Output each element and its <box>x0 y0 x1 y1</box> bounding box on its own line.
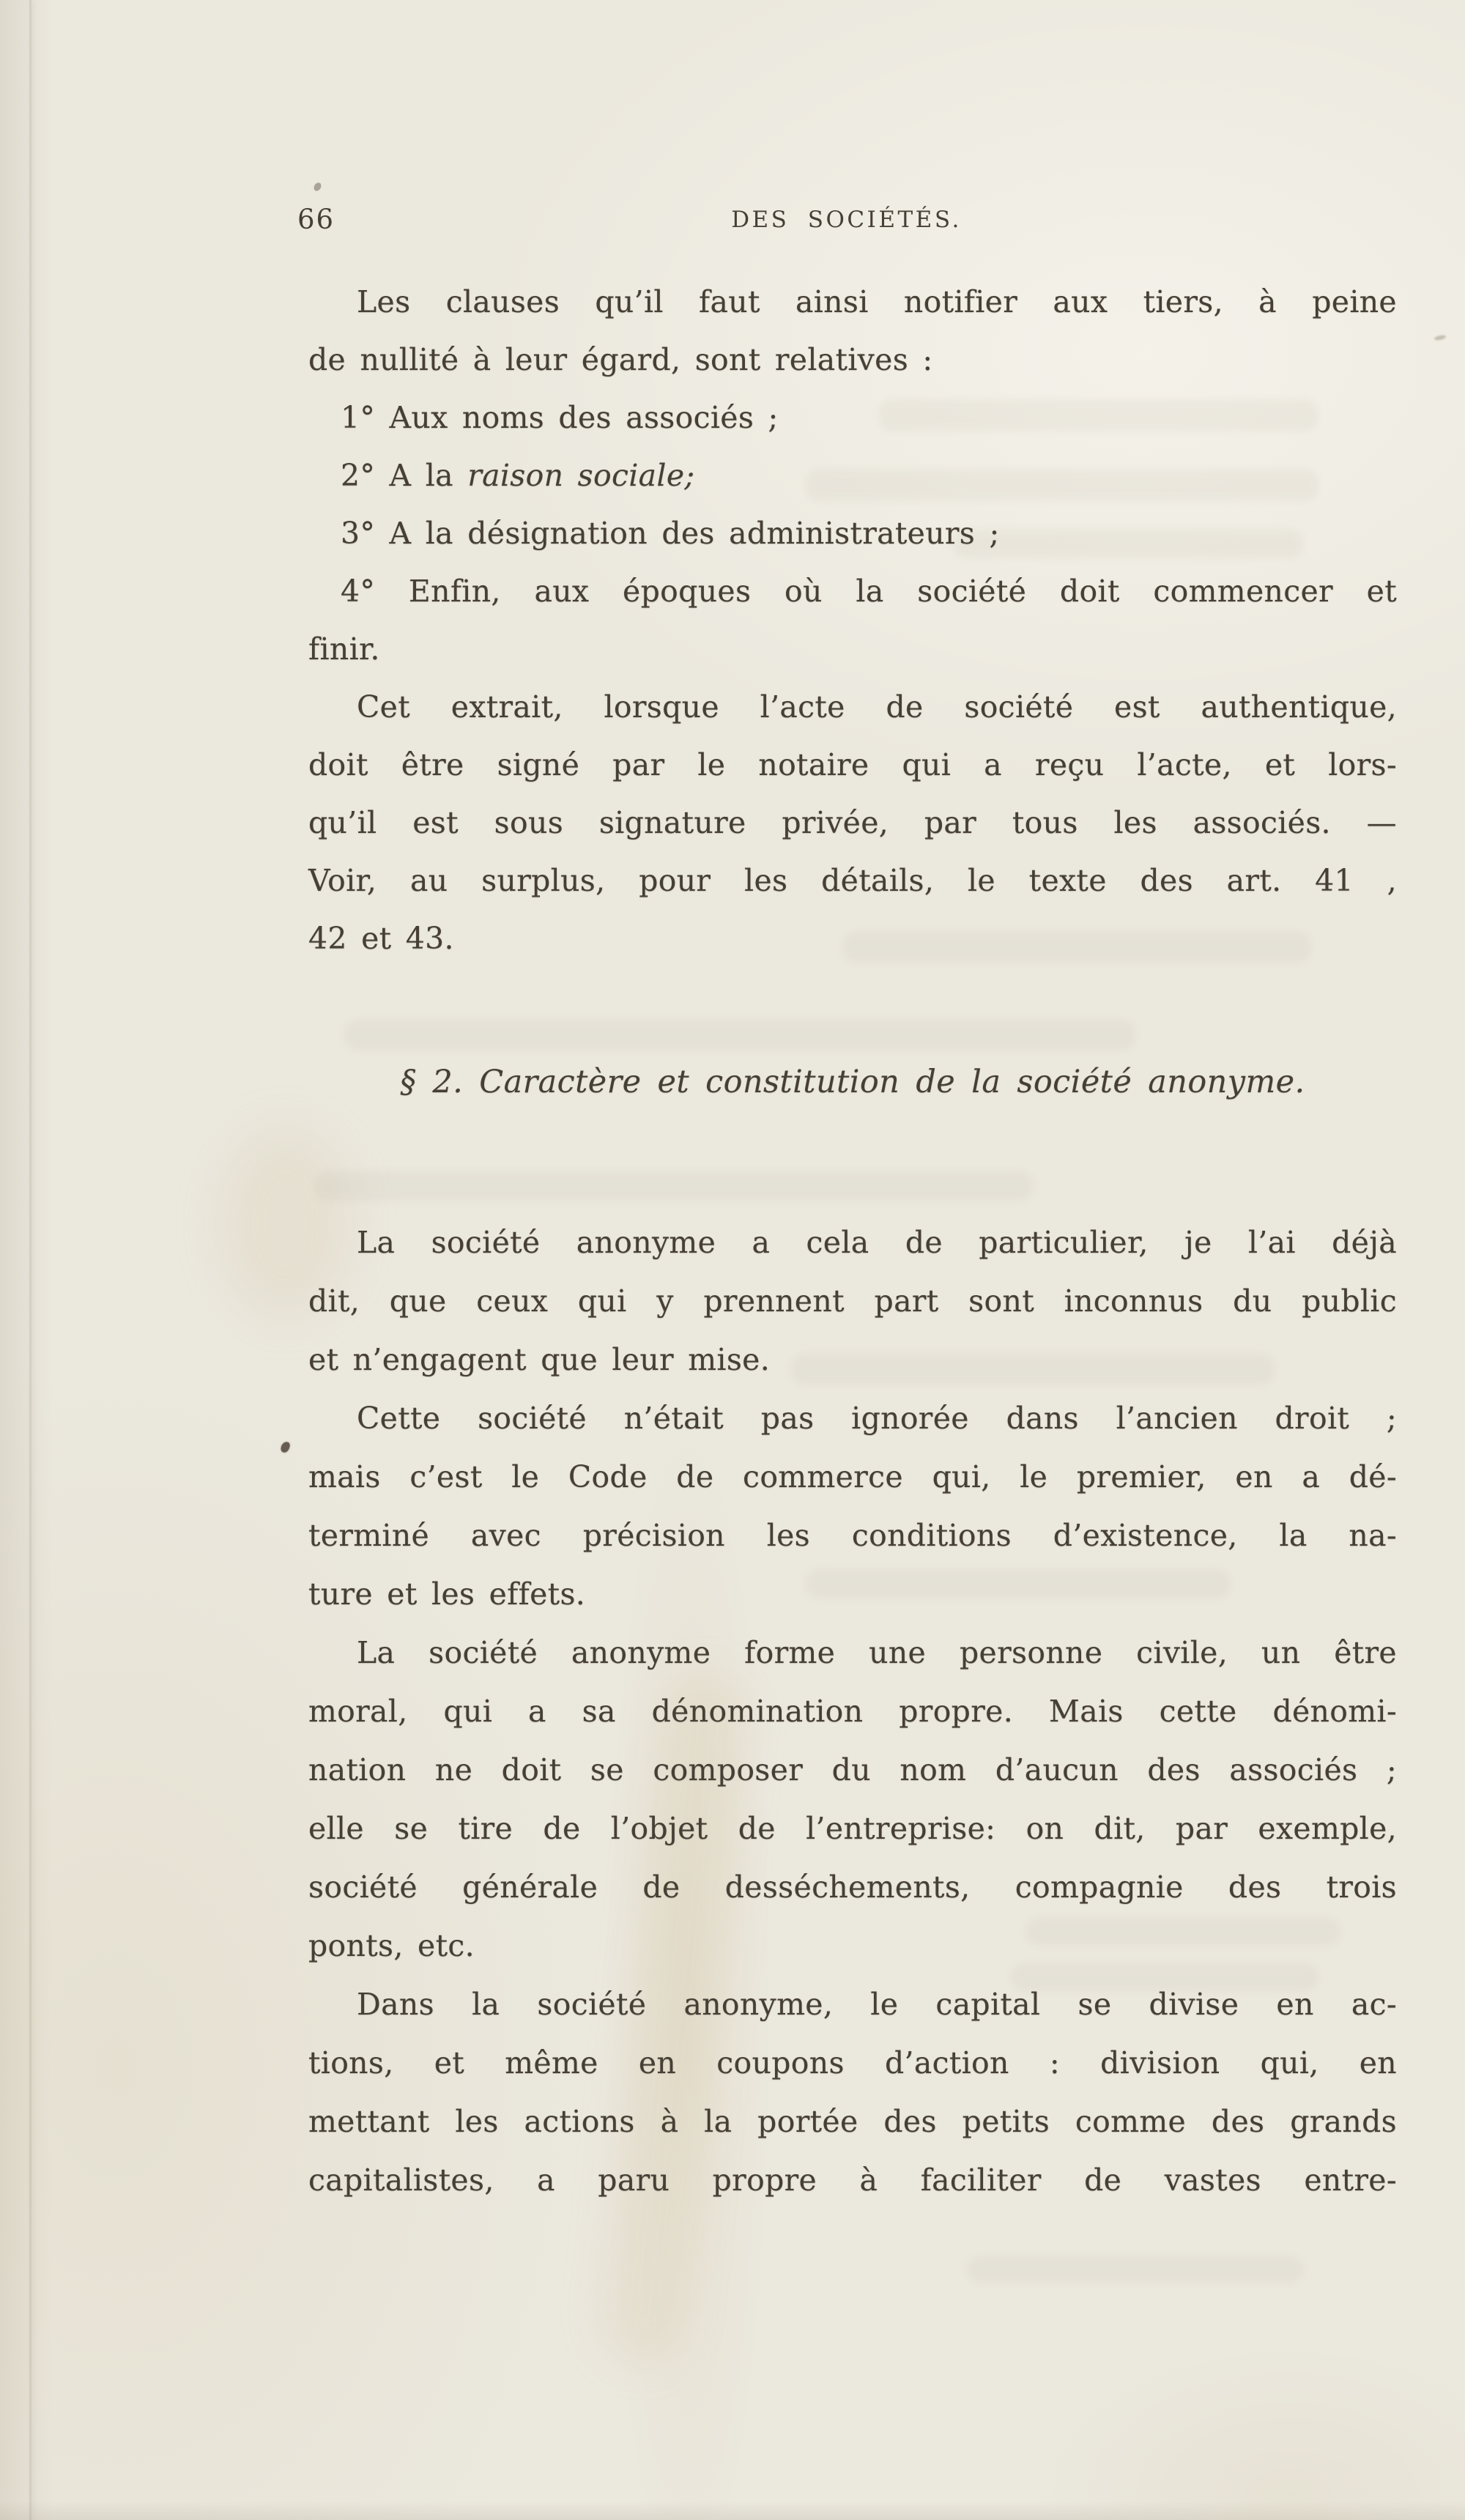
page-number: 66 <box>297 204 335 235</box>
text-line <box>308 910 1397 968</box>
paper-speck <box>1434 334 1447 341</box>
text-segment: La société anonyme forme une personne civile, un être <box>357 1635 1397 1670</box>
text-segment: 42 et 43. <box>308 921 454 956</box>
text-segment: 1° Aux noms des associés ; <box>341 400 779 435</box>
text-segment: La société anonyme a cela de particulier, je l’ai déjà <box>357 1225 1397 1260</box>
text-line <box>308 1858 1397 1916</box>
text-segment: mais c’est le Code de commerce qui, le premier, en a dé- <box>308 1459 1397 1494</box>
text-segment: qu’il est sous signature privée, par tous les associés. — <box>308 805 1397 840</box>
text-line <box>308 1330 1397 1389</box>
text-block-upper <box>308 273 1397 968</box>
text-segment: et n’engagent que leur mise. <box>308 1342 771 1377</box>
text-line <box>308 2151 1397 2209</box>
text-line <box>308 1506 1397 1565</box>
section-heading: § 2. Caractère et constitution de la société anonyme. <box>400 1064 1305 1100</box>
ink-spot <box>280 1441 291 1454</box>
text-line <box>308 331 1397 389</box>
text-line <box>308 736 1397 794</box>
text-line <box>308 1272 1397 1330</box>
text-line <box>308 505 1397 563</box>
text-line <box>308 852 1397 910</box>
page-gutter-fold-line <box>29 0 31 2520</box>
text-line <box>308 1565 1397 1623</box>
paper-speck <box>313 182 323 193</box>
text-segment: société générale de desséchements, compagnie des trois <box>308 1869 1397 1905</box>
text-segment: mettant les actions à la portée des petits comme des grands <box>308 2104 1397 2139</box>
running-title: DES SOCIÉTÉS. <box>731 207 962 233</box>
text-segment: 4° Enfin, aux époques où la société doit commencer et <box>341 574 1397 609</box>
text-line <box>308 1975 1397 2034</box>
show-through-smudge <box>967 2256 1304 2283</box>
text-segment: finir. <box>308 631 380 667</box>
italic-text-segment: raison sociale; <box>467 458 695 493</box>
text-segment: ture et les effets. <box>308 1576 586 1612</box>
text-line <box>308 620 1397 678</box>
text-segment: ponts, etc. <box>308 1928 475 1963</box>
text-line <box>308 447 1397 505</box>
text-segment: Dans la société anonyme, le capital se divise en ac- <box>357 1987 1397 2022</box>
text-line <box>308 1682 1397 1741</box>
text-segment: moral, qui a sa dénomination propre. Mais cette dénomi- <box>308 1694 1397 1729</box>
text-segment: capitalistes, a paru propre à faciliter de vastes entre- <box>308 2163 1397 2198</box>
text-line <box>308 678 1397 736</box>
text-line <box>308 1916 1397 1975</box>
text-segment: 2° A la <box>341 458 468 493</box>
text-segment: Cette société n’était pas ignorée dans l’ancien droit ; <box>357 1401 1397 1436</box>
text-line <box>308 2092 1397 2151</box>
text-segment: dit, que ceux qui y prennent part sont inconnus du public <box>308 1283 1397 1319</box>
show-through-smudge <box>344 1020 1135 1050</box>
show-through-smudge <box>315 1171 1033 1201</box>
text-line <box>308 1741 1397 1799</box>
text-segment: terminé avec précision les conditions d’existence, la na- <box>308 1518 1397 1553</box>
text-line <box>308 1623 1397 1682</box>
text-line <box>308 1389 1397 1448</box>
text-segment: doit être signé par le notaire qui a reçu l’acte, et lors- <box>308 747 1397 782</box>
text-line <box>308 794 1397 852</box>
text-segment: Cet extrait, lorsque l’acte de société est authentique, <box>357 689 1397 724</box>
text-segment: tions, et même en coupons d’action : division qui, en <box>308 2045 1397 2080</box>
page-header <box>296 199 1397 251</box>
text-line <box>308 1448 1397 1506</box>
text-segment: de nullité à leur égard, sont relatives : <box>308 342 933 377</box>
text-line <box>308 1799 1397 1858</box>
text-line <box>308 273 1397 331</box>
text-segment: Les clauses qu’il faut ainsi notifier aux tiers, à peine <box>357 284 1397 319</box>
text-block-lower <box>308 1213 1397 2209</box>
text-line <box>308 389 1397 447</box>
text-line <box>308 2034 1397 2092</box>
text-segment: elle se tire de l’objet de l’entreprise: on dit, par exemple, <box>308 1811 1397 1846</box>
text-line <box>308 1213 1397 1272</box>
text-segment: Voir, au surplus, pour les détails, le texte des art. 41 , <box>308 863 1397 898</box>
text-segment: nation ne doit se composer du nom d’aucun des associés ; <box>308 1752 1397 1787</box>
text-segment: 3° A la désignation des administrateurs ; <box>341 516 1000 551</box>
text-line <box>308 563 1397 620</box>
